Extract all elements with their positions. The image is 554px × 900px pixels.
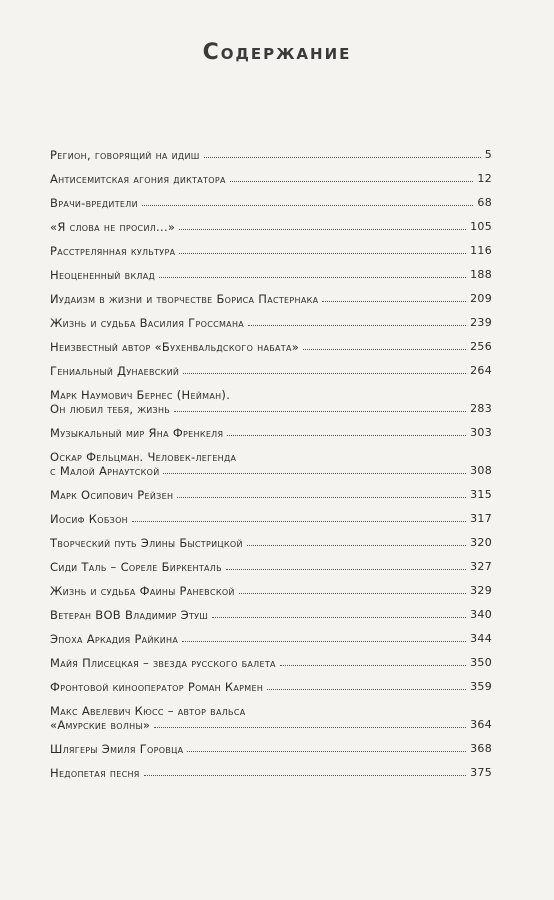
toc-page-number: 350	[470, 656, 492, 669]
dot-leader	[280, 665, 466, 666]
dot-leader	[187, 751, 466, 752]
dot-leader	[239, 593, 466, 594]
toc-entry-title: Расстрелянная культура	[50, 244, 176, 258]
toc-page-number: 209	[470, 292, 492, 305]
toc-page-number: 283	[470, 402, 492, 415]
toc-entry-title-line2: Он любил тебя, жизнь	[50, 402, 171, 416]
toc-entry	[50, 632, 492, 656]
toc-entry	[50, 268, 492, 292]
toc-entry-title: Жизнь и судьба Фаины Раневской	[50, 584, 235, 598]
toc-page-number: 375	[470, 766, 492, 779]
toc-entry	[50, 704, 492, 742]
toc-entry-title: Недопетая песня	[50, 766, 140, 780]
dot-leader	[177, 497, 466, 498]
toc-page-number: 368	[470, 742, 492, 755]
toc-page-number: 256	[470, 340, 492, 353]
toc-entry	[50, 172, 492, 196]
toc-page-number: 264	[470, 364, 492, 377]
toc-entry-title: Иудаизм в жизни и творчестве Бориса Пастернака	[50, 292, 319, 306]
dot-leader	[204, 157, 481, 158]
toc-entry	[50, 292, 492, 316]
dot-leader	[212, 617, 466, 618]
dot-leader	[132, 521, 466, 522]
dot-leader	[183, 373, 466, 374]
toc-entry-title: Музыкальный мир Яна Френкеля	[50, 426, 224, 440]
dot-leader	[226, 569, 466, 570]
toc-entry-title: Шлягеры Эмиля Горовца	[50, 742, 184, 756]
toc-entry	[50, 364, 492, 388]
toc-page-number: 364	[470, 718, 492, 731]
toc-entry	[50, 560, 492, 584]
dot-leader	[248, 325, 466, 326]
toc-entry-title: Майя Плисецкая – звезда русского балета	[50, 656, 276, 670]
toc-page-number: 317	[470, 512, 492, 525]
toc-entry-title: Иосиф Кобзон	[50, 512, 129, 526]
toc-page-number: 340	[470, 608, 492, 621]
toc-entry-title: Неизвестный автор «Бухенвальдского набата»	[50, 340, 300, 354]
toc-entry-title: Творческий путь Элины Быстрицкой	[50, 536, 243, 550]
toc-page-number: 320	[470, 536, 492, 549]
toc-page-number: 308	[470, 464, 492, 477]
toc-entry	[50, 584, 492, 608]
toc-entry	[50, 536, 492, 560]
dot-leader	[179, 253, 466, 254]
toc-entry	[50, 512, 492, 536]
toc-entry	[50, 488, 492, 512]
toc-page-number: 116	[470, 244, 492, 257]
dot-leader	[142, 205, 474, 206]
toc-entry-title: Регион, говорящий на идиш	[50, 148, 200, 162]
dot-leader	[182, 641, 466, 642]
toc-entry-title: Жизнь и судьба Василия Гроссмана	[50, 316, 245, 330]
toc-entry	[50, 742, 492, 766]
toc-page-number: 344	[470, 632, 492, 645]
toc-entry-title: Эпоха Аркадия Райкина	[50, 632, 179, 646]
dot-leader	[247, 545, 466, 546]
dot-leader	[227, 435, 466, 436]
dot-leader	[303, 349, 466, 350]
toc-entry	[50, 608, 492, 632]
toc-entry	[50, 680, 492, 704]
toc-page-number: 329	[470, 584, 492, 597]
toc-entry	[50, 148, 492, 172]
toc-entry-title: Фронтовой кинооператор Роман Кармен	[50, 680, 264, 694]
toc-entry	[50, 450, 492, 488]
toc-entry-title: Гениальный Дунаевский	[50, 364, 180, 378]
dot-leader	[159, 277, 466, 278]
toc-page-number: 188	[470, 268, 492, 281]
dot-leader	[322, 301, 466, 302]
dot-leader	[154, 727, 466, 728]
toc-entry-title: Неоцененный вклад	[50, 268, 156, 282]
toc-entry-title: Сиди Таль – Сореле Биркенталь	[50, 560, 222, 574]
toc-entry	[50, 766, 492, 790]
toc-entry	[50, 656, 492, 680]
toc-page-number: 315	[470, 488, 492, 501]
toc-page-number: 12	[477, 172, 492, 185]
toc-entry	[50, 388, 492, 426]
toc-entry-title-line1: Марк Наумович Бернес (Нейман).	[50, 388, 231, 402]
toc-entry-title-line2: с Малой Арнаутской	[50, 464, 160, 478]
dot-leader	[179, 229, 466, 230]
toc-page-number: 303	[470, 426, 492, 439]
toc-entry-title: «Я слова не просил...»	[50, 220, 176, 234]
toc-entry	[50, 426, 492, 450]
dot-leader	[174, 411, 466, 412]
toc-entry	[50, 316, 492, 340]
toc-entry	[50, 196, 492, 220]
toc-entry	[50, 244, 492, 268]
toc-entry-title: Марк Осипович Рейзен	[50, 488, 174, 502]
toc-page-number: 327	[470, 560, 492, 573]
toc-entry-title: Ветеран ВОВ Владимир Этуш	[50, 608, 209, 622]
dot-leader	[230, 181, 474, 182]
dot-leader	[267, 689, 466, 690]
toc-page-number: 359	[470, 680, 492, 693]
toc-entry-title: Антисемитская агония диктатора	[50, 172, 226, 186]
toc-entry-title-line1: Оскар Фельцман. Человек-легенда	[50, 450, 237, 464]
toc-entry	[50, 340, 492, 364]
toc-page-number: 239	[470, 316, 492, 329]
toc-page-number: 68	[477, 196, 492, 209]
dot-leader	[163, 473, 466, 474]
toc-page-number: 5	[484, 148, 492, 161]
dot-leader	[144, 775, 466, 776]
toc-page-number: 105	[470, 220, 492, 233]
page-title: Содержание	[202, 40, 352, 65]
table-of-contents	[50, 148, 492, 790]
toc-entry-title: Врачи-вредители	[50, 196, 138, 210]
toc-entry	[50, 220, 492, 244]
toc-entry-title-line1: Макс Авелевич Кюсс – автор вальса	[50, 704, 246, 718]
toc-entry-title-line2: «Амурские волны»	[50, 718, 151, 732]
